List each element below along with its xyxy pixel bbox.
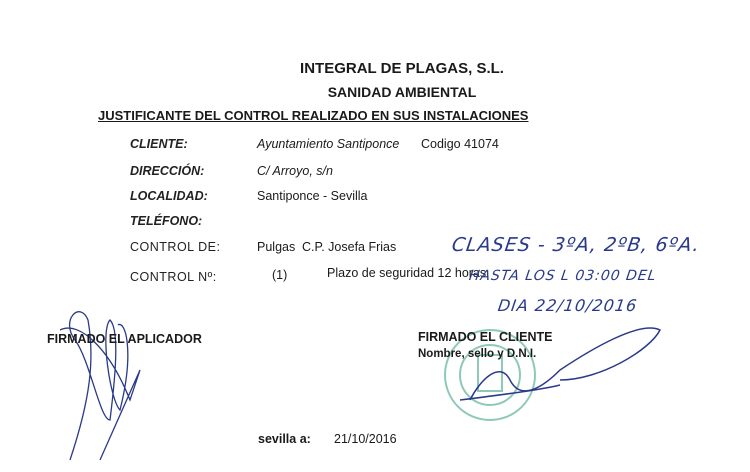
centro-value: C.P. Josefa Frias	[302, 240, 397, 254]
aplicador-signature-label: FIRMADO EL APLICADOR	[47, 332, 202, 346]
telefono-label: TELÉFONO:	[130, 214, 203, 228]
control-n-value: (1)	[272, 268, 288, 282]
cliente-value: Ayuntamiento Santiponce	[257, 137, 400, 151]
localidad-label: LOCALIDAD:	[130, 189, 208, 203]
plazo-value: Plazo de seguridad 12 horas	[327, 266, 487, 280]
handwritten-note-1: CLASES - 3ºA, 2ºB, 6ºA.	[450, 234, 702, 256]
control-de-value: Pulgas	[257, 240, 296, 254]
direccion-label: DIRECCIÓN:	[130, 164, 205, 178]
department: SANIDAD AMBIENTAL	[327, 84, 477, 100]
company-name: INTEGRAL DE PLAGAS, S.L.	[300, 60, 504, 77]
cliente-signature-label: FIRMADO EL CLIENTE	[418, 330, 553, 344]
control-n-label: CONTROL Nº:	[130, 270, 217, 284]
direccion-value: C/ Arroyo, s/n	[257, 164, 333, 178]
place-label: sevilla a:	[258, 432, 311, 446]
control-de-label: CONTROL DE:	[130, 240, 221, 254]
document-subtitle: JUSTIFICANTE DEL CONTROL REALIZADO EN SUS INSTALACIONES	[98, 108, 529, 123]
cliente-label: CLIENTE:	[130, 137, 188, 151]
cliente-signature-note: Nombre, sello y D.N.I.	[418, 348, 537, 360]
handwritten-note-3: DIA 22/10/2016	[496, 296, 639, 315]
handwritten-note-2: HASTA LOS L 03:00 DEL	[467, 268, 658, 284]
codigo-value: Codigo 41074	[421, 137, 499, 151]
localidad-value: Santiponce - Sevilla	[257, 189, 368, 203]
document-date: 21/10/2016	[334, 432, 397, 446]
